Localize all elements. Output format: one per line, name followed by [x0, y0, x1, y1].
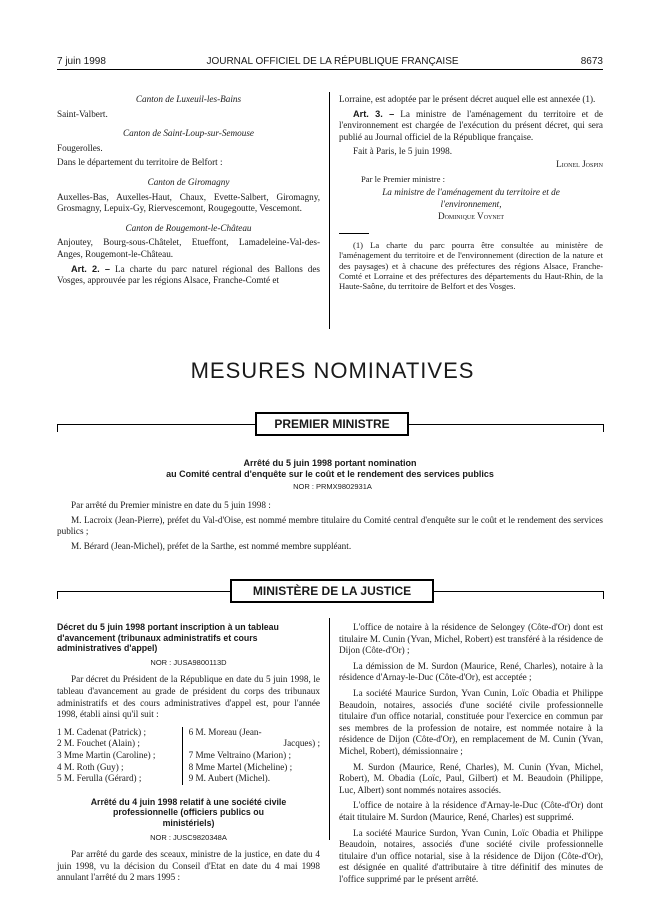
department-line: Dans le département du territoire de Belfort :: [57, 157, 223, 168]
justice-left-column: [57, 622, 320, 884]
nor-code: NOR : JUSC9820348A: [150, 832, 227, 842]
header-title: JOURNAL OFFICIEL DE LA RÉPUBLIQUE FRANÇAISE: [206, 56, 459, 67]
column-divider: [329, 618, 330, 840]
minister-name: Dominique Voynet: [437, 211, 505, 222]
pm-text: [57, 500, 603, 552]
article-label: Art. 2. –: [71, 263, 111, 274]
article-3: [339, 109, 603, 144]
canton-heading: Canton de Luxeuil-les-Bains: [135, 94, 242, 104]
paragraph: La démission de M. Surdon (Maurice, René, Charles), notaire à la résidence d'Arnay-le-Duc (Côte-d'Or), est acceptée ;: [339, 660, 603, 683]
list-item: 3 Mme Martin (Caroline) ;: [57, 749, 156, 760]
decret-text: Par décret du Président de la République en date du 5 juin 1998, le tableau d'avancement au grade de président du corps des tribunaux administratifs et des cours administratives d'appel est, pour l'année 1998, établi ainsi qu'il suit :: [57, 674, 320, 720]
paragraph: M. Bérard (Jean-Michel), préfet de la Sarthe, est nommé membre suppléant.: [71, 540, 352, 551]
header-rule: [57, 69, 603, 70]
canton-text: Auxelles-Bas, Auxelles-Haut, Chaux, Evette-Salbert, Giromagny, Grosmagny, Lepuix-Gy, Riervescemont, Rougegoutte, Vescemont.: [57, 191, 320, 214]
done-at: Fait à Paris, le 5 juin 1998.: [353, 146, 453, 157]
box-rule: [57, 424, 58, 432]
nor-code: NOR : PRMX9802931A: [293, 482, 372, 491]
list-right: [182, 727, 320, 785]
list-item: 2 M. Fouchet (Alain) ;: [57, 738, 140, 749]
article-label: Art. 3. –: [353, 108, 395, 119]
decret-title: Décret du 5 juin 1998 portant inscription à un tableau d'avancement (tribunaux administratifs et cours administratives d'appel): [57, 622, 279, 654]
footnote: (1) La charte du parc pourra être consultée au ministère de l'aménagement du territoire et de l'environnement (direction de la nature et des paysages) et à chacune des préfectures des régions Alsace, Franche-Comté et Lorraine et des préfectures des départements du Haut-Rhin, de la Haute-Saône, du territoire de Belfort et des Vosges.: [339, 239, 603, 292]
advancement-list: [57, 727, 320, 785]
list-item: 1 M. Cadenat (Patrick) ;: [57, 726, 147, 737]
header-date: 7 juin 1998: [57, 56, 106, 67]
list-left: [57, 727, 182, 785]
arrete-text: Par arrêté du garde des sceaux, ministre de la justice, en date du 4 juin 1998, vu la décision du Conseil d'Etat en date du 4 mai 1998 annulant l'arrêté du 2 mars 1995 :: [57, 849, 320, 883]
canton-heading: Canton de Rougemont-le-Château: [125, 222, 252, 233]
nor-code: NOR : JUSA9800113D: [150, 657, 227, 667]
box-rule: [57, 591, 58, 599]
paragraph: Par arrêté du Premier ministre en date du 5 juin 1998 :: [71, 500, 271, 510]
canton-heading: Canton de Saint-Loup-sur-Semouse: [123, 128, 254, 139]
paragraph: M. Surdon (Maurice, René, Charles), M. Cunin (Yvan, Michel, Robert), M. Obadia (Loïc, Paul, Gilbert) et M. Beaudoin (Philippe, Luc, Albert) sont nommés notaires associés.: [339, 761, 603, 795]
paragraph: L'office de notaire à la résidence d'Arnay-le-Duc (Côte-d'Or) dont était titulaire M. Surdon (Maurice, René, Charles) est supprimé.: [339, 800, 603, 822]
list-item: 9 M. Aubert (Michel).: [188, 773, 270, 784]
left-top-column: [57, 94, 320, 287]
section-title: MESURES NOMINATIVES: [190, 358, 475, 383]
minister-title: La ministre de l'aménagement du territoire et de l'environnement,: [382, 186, 560, 209]
list-item: Jacques) ;: [283, 738, 320, 749]
footnote-rule: [339, 233, 369, 234]
box-rule: [603, 591, 604, 599]
signer-name: Lionel Jospin: [556, 158, 603, 169]
paragraph: La société Maurice Surdon, Yvan Cunin, Loïc Obadia et Philippe Beaudoin, notaires, associés d'une société civile professionnelle titulaire d'un office notarial, constituée pour l'exercice en commun par ses membres de la profession de notaire, est nommée notaire à la résidence de Dijon (Côte-d'Or), en remplacement de M. Cunin (Yvan, Michel, Robert), démissionnaire ;: [339, 687, 603, 756]
article-text: La ministre de l'aménagement du territoire et de l'environnement est chargée de l'exécution du présent décret, qui sera publié au Journal officiel de la République française.: [339, 108, 603, 142]
justice-right-column: [339, 622, 603, 885]
arrete-title-line: Arrêté du 5 juin 1998 portant nomination: [243, 458, 417, 468]
canton-text: Fougerolles.: [57, 142, 103, 153]
justice-box: MINISTÈRE DE LA JUSTICE: [230, 579, 434, 603]
premier-ministre-box: PREMIER MINISTRE: [255, 412, 409, 436]
paragraph: M. Lacroix (Jean-Pierre), préfet du Val-d'Oise, est nommé membre titulaire du Comité central d'enquête sur le coût et le rendement des services publics ;: [57, 514, 603, 537]
article-2: [57, 264, 320, 287]
canton-text: Saint-Valbert.: [57, 108, 108, 119]
box-rule: [603, 424, 604, 432]
list-item: 8 Mme Martel (Micheline) ;: [188, 761, 293, 772]
article-text: La charte du parc naturel régional des Ballons des Vosges, approuvée par les régions Alsace, Franche-Comté et: [57, 263, 320, 286]
arrete-title: Arrêté du 4 juin 1998 relatif à une société civile professionnelle (officiers publics ou ministériels): [90, 796, 287, 828]
continuation-text: Lorraine, est adoptée par le présent décret auquel elle est annexée (1).: [339, 94, 596, 104]
by-line: Par le Premier ministre :: [361, 173, 446, 184]
paragraph: La société Maurice Surdon, Yvan Cunin, Loïc Obadia et Philippe Beaudoin, notaires, associés d'une société civile professionnelle titulaire d'un office notarial, sise à la résidence de Dijon (Côte-d'Or), est désignée en qualité d'attributaire à titre définitif des minutes de l'office supprimé par le présent arrêté.: [339, 827, 603, 884]
canton-text: Anjoutey, Bourg-sous-Châtelet, Etueffont, Lamadeleine-Val-des-Anges, Rougemont-le-Château.: [57, 237, 320, 259]
list-item: 7 Mme Veltraino (Marion) ;: [188, 749, 291, 760]
canton-heading: Canton de Giromagny: [147, 176, 230, 187]
arrete-title-line: au Comité central d'enquête sur le coût et le rendement des services publics: [166, 468, 494, 479]
list-item: 6 M. Moreau (Jean-: [188, 726, 262, 737]
page-number: 8673: [580, 56, 603, 67]
list-item: 5 M. Ferulla (Gérard) ;: [57, 773, 142, 784]
arrete-title: [57, 458, 603, 479]
list-item: 4 M. Roth (Guy) ;: [57, 761, 124, 772]
paragraph: L'office de notaire à la résidence de Selongey (Côte-d'Or) dont est titulaire M. Cunin (Yvan, Michel, Robert) est transféré à la résidence de Dijon (Côte-d'Or) ;: [339, 622, 603, 656]
right-top-column: [339, 94, 603, 292]
column-divider: [329, 92, 330, 329]
